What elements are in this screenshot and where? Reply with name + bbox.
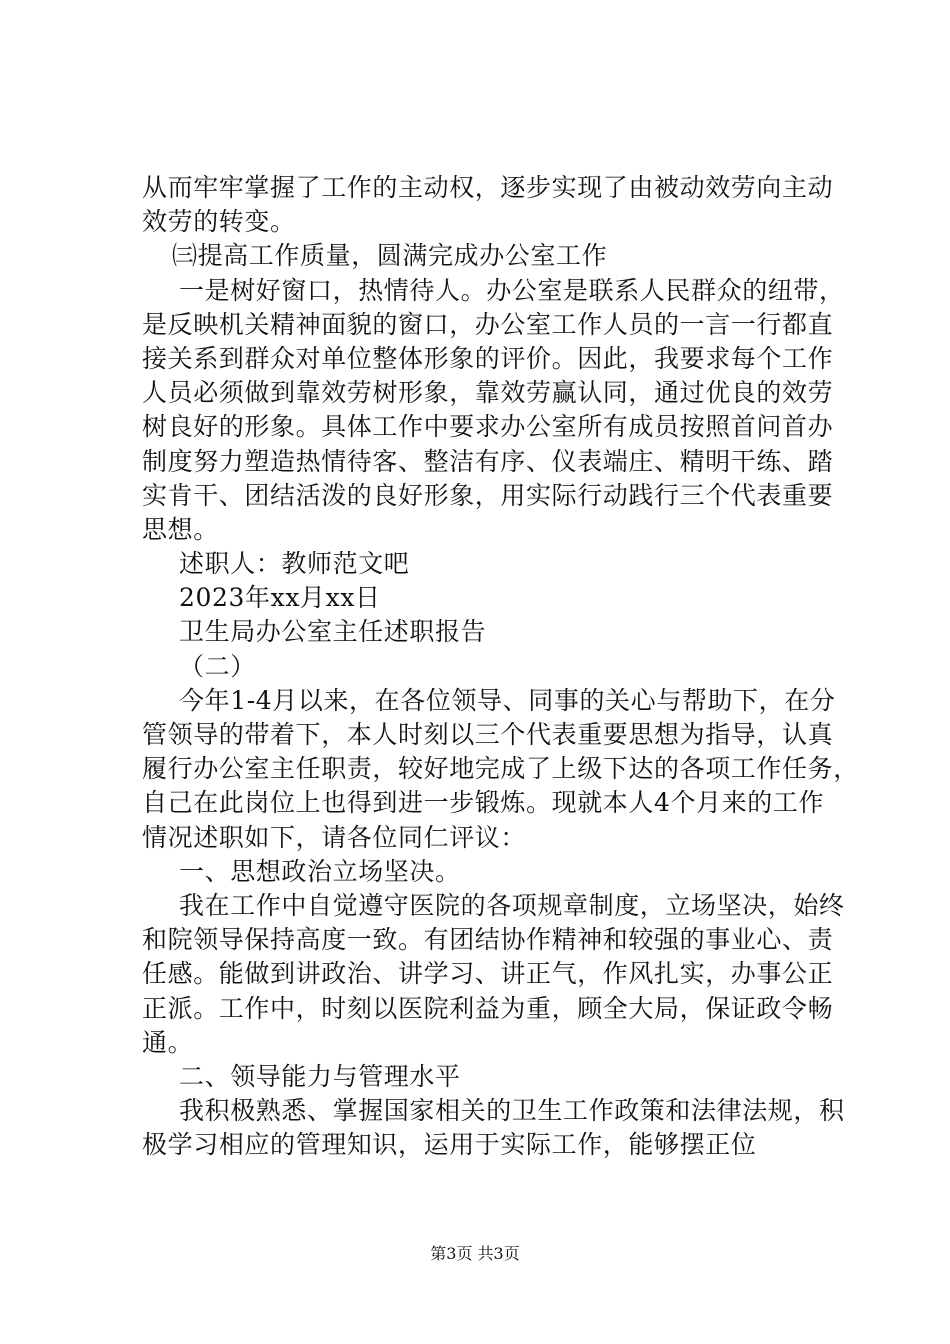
text-line: 从而牢牢掌握了工作的主动权，逐步实现了由被动效劳向主动 [142,173,834,202]
text-line: 实肯干、团结活泼的良好形象，用实际行动践行三个代表重要 [142,480,834,510]
text-line: 树良好的形象。具体工作中要求办公室所有成员按照首问首办 [142,412,834,442]
text-line: 思想。 [142,514,219,544]
text-line: 人员必须做到靠效劳树形象，靠效劳赢认同，通过优良的效劳 [142,378,834,408]
text-line: 履行办公室主任职责，较好地完成了上级下达的各项工作任务， [142,754,859,784]
reporter-line: 述职人：教师范文吧 [179,549,410,579]
text-line: 效劳的转变。 [142,207,296,237]
text-line: 自己在此岗位上也得到进一步锻炼。现就本人4个月来的工作 [142,788,825,818]
section-heading: ㈢提高工作质量，圆满完成办公室工作 [172,241,608,271]
text-line: 通。 [142,1027,194,1057]
report-title: 卫生局办公室主任述职报告 [179,617,487,647]
text-line: 任感。能做到讲政治、讲学习、讲正气，作风扎实，办事公正 [142,959,834,989]
text-line: 正派。工作中，时刻以医院利益为重，顾全大局，保证政令畅 [142,993,834,1023]
text-line: 情况述职如下，请各位同仁评议： [142,822,527,852]
date-line: 2023年xx月xx日 [179,583,381,613]
text-line: 我积极熟悉、掌握国家相关的卫生工作政策和法律法规，积 [179,1096,845,1126]
text-line: 和院领导保持高度一致。有团结协作精神和较强的事业心、责 [142,925,834,955]
document-body [142,171,859,1162]
text-line: 管领导的带着下，本人时刻以三个代表重要思想为指导，认真 [142,720,834,749]
text-line: 我在工作中自觉遵守医院的各项规章制度，立场坚决，始终 [179,890,845,920]
text-line: 极学习相应的管理知识，运用于实际工作，能够摆正位 [142,1130,757,1160]
text-line: 接关系到群众对单位整体形象的评价。因此，我要求每个工作 [142,343,834,373]
section-heading: 二、领导能力与管理水平 [179,1061,461,1091]
report-subtitle: （二） [179,651,256,681]
section-heading: 一、思想政治立场坚决。 [179,856,461,886]
text-line: 今年1-4月以来，在各位领导、同事的关心与帮助下，在分 [179,685,836,715]
text-line: 是反映机关精神面貌的窗口，办公室工作人员的一言一行都直 [142,309,834,339]
text-line: 一是树好窗口，热情待人。办公室是联系人民群众的纽带， [179,275,845,305]
text-line: 制度努力塑造热情待客、整洁有序、仪表端庄、精明干练、踏 [142,446,834,476]
page-footer: 第3页 共3页 [430,1244,520,1263]
